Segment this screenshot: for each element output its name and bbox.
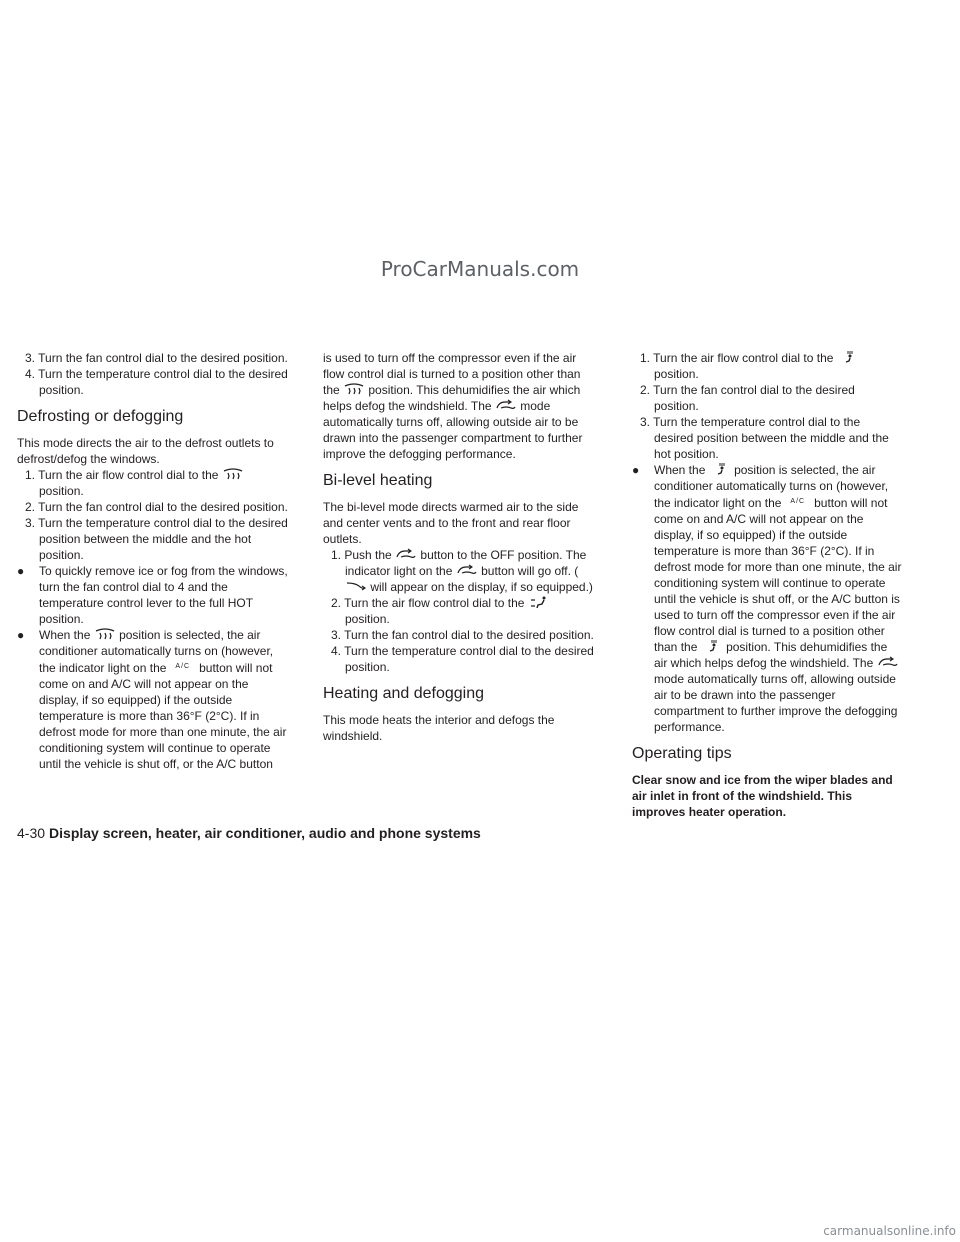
heading-defrosting: Defrosting or defogging [17,408,184,425]
bilevel-step-4: 4. Turn the temperature control dial to the desired position. [331,644,594,674]
bullet-mark: ● [17,628,25,642]
bullet-mark: ● [632,463,640,477]
recirculation-icon [456,564,478,576]
defrost-icon [222,468,244,480]
column-middle [323,350,595,744]
defrost-continued: is used to turn off the compressor even if the air flow control dial is turned to a position other than the position. This dehumidifies the air which helps defog the windshield. The mode automatically turns off, allowing outside air to be drawn into the passenger compartment to further improve the defogging performance. [323,351,583,461]
section-title: Display screen, heater, air conditioner, audio and phone systems [49,825,481,841]
page-number: 4-30 [17,825,46,841]
defrost-icon [94,628,116,640]
watermark-procarmanuals: ProCarManuals.com [380,257,580,281]
recirculation-icon [395,548,417,560]
floor-defrost-icon [709,463,731,475]
heating-intro: This mode heats the interior and defogs the windshield. [323,713,555,743]
page-footer [17,825,481,841]
heading-operating-tips: Operating tips [632,745,732,762]
operating-tips-text: Clear snow and ice from the wiper blades and air inlet in front of the windshield. This improves heater operation. [632,773,893,819]
defrost-bullet-2: ● When the position is selected, the air conditioner automatically turns on (however, the indicator light on the A/C button will not come on and A/C will not appear on the display, if so equipped) if the outside temperature is more than 36°F (2°C). If in defrost mode for more than one minute, the air conditioning system will continue to operate until the vehicle is shut off, or the A/C button [17,628,287,771]
floor-defrost-icon [837,351,859,363]
defrost-step-3: 3. Turn the temperature control dial to the desired position between the middle and the hot position. [25,516,288,562]
watermark-carmanualsonline: carmanualsonline.info [823,1224,956,1238]
recirculation-icon [877,656,899,668]
heating-step-2: 2. Turn the fan control dial to the desired position. [640,383,855,413]
bilevel-step-1: 1. Push the button to the OFF position. The indicator light on the button will go off. ( will appear on the display, if so equipped.) [331,548,593,594]
heating-bullet: ● When the position is selected, the air conditioner automatically turns on (however, the indicator light on the A/C button will not come on and A/C will not appear on the display, if so equipped) if the outside temperature is more than 36°F (2°C). If in defrost mode for more than one minute, the air conditioning system will continue to operate until the vehicle is shut off, or the A/C button is used to turn off the compressor even if the air flow control dial is turned to a position other than the position. This dehumidifies the air which helps defog the windshield. The mode automatically turns off, allowing outside air to be drawn into the passenger compartment to further improve the defogging performance. [632,463,902,734]
ac-icon: A/C [175,663,191,670]
defrost-bullet-1: ● To quickly remove ice or fog from the windows, turn the fan control dial to 4 and the temperature control lever to the full HOT position. [17,564,288,626]
outside-air-icon [345,580,367,592]
heating-step-3: 3. Turn the temperature control dial to the desired position between the middle and the hot position. [640,415,889,461]
defrost-step-2: 2. Turn the fan control dial to the desired position. [25,500,288,514]
bilevel-intro: The bi-level mode directs warmed air to the side and center vents and to the front and rear floor outlets. [323,500,579,546]
heading-heating-defogging: Heating and defogging [323,685,485,702]
column-right [632,350,902,820]
recirculation-icon [495,399,517,411]
bilevel-icon [528,596,550,608]
defrost-intro: This mode directs the air to the defrost outlets to defrost/defog the windows. [17,436,274,466]
step-3: 3. Turn the fan control dial to the desired position. [25,351,288,365]
bilevel-step-2: 2. Turn the air flow control dial to the position. [323,595,595,627]
bilevel-step-3: 3. Turn the fan control dial to the desired position. [331,628,594,642]
ac-icon: A/C [790,498,806,505]
step-4: 4. Turn the temperature control dial to the desired position. [25,367,288,397]
column-left [17,350,289,772]
defrost-step-1: 1. Turn the air flow control dial to the position. [17,467,289,499]
floor-defrost-icon [701,640,723,652]
heating-step-1: 1. Turn the air flow control dial to the position. [632,350,902,382]
defrost-icon [343,383,365,395]
bullet-mark: ● [17,564,25,578]
heading-bilevel: Bi-level heating [323,472,433,489]
